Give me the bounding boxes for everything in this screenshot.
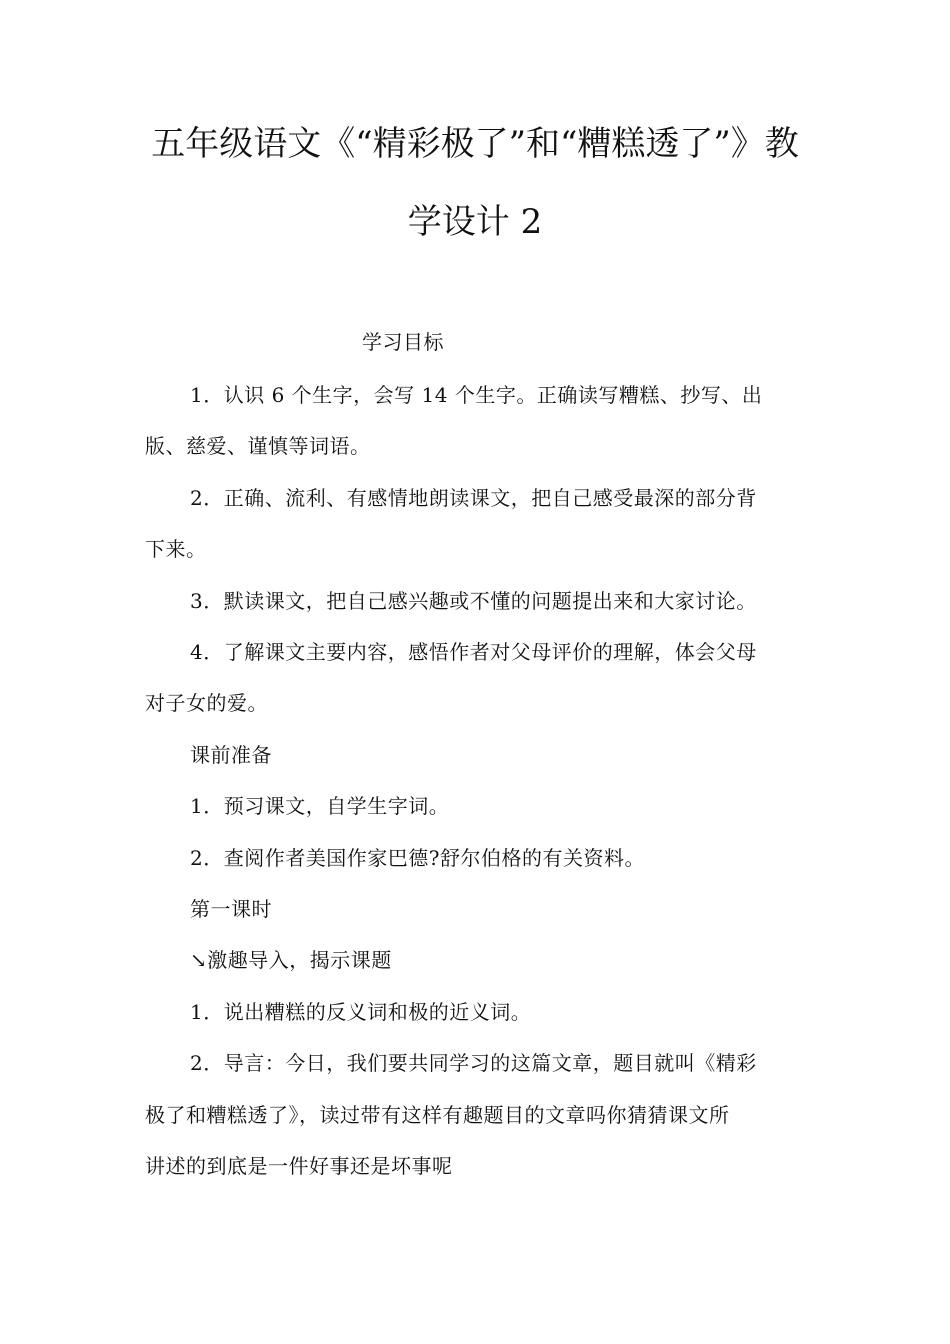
- prep-heading: 课前准备: [190, 743, 272, 767]
- goal-3-line-1: 3．默读课文，把自己感兴趣或不懂的问题提出来和大家讨论。: [190, 589, 757, 613]
- intro-item-1: 1．说出糟糕的反义词和极的近义词。: [190, 1000, 532, 1024]
- prep-item-2: 2．查阅作者美国作家巴德?舒尔伯格的有关资料。: [190, 846, 645, 870]
- prep-item-1: 1．预习课文，自学生字词。: [190, 794, 450, 818]
- goal-1-line-1: 1．认识 6 个生字，会写 14 个生字。正确读写糟糕、抄写、出: [190, 383, 763, 407]
- intro-item-2-line-2: 极了和糟糕透了》，读过带有这样有趣题目的文章吗你猜猜课文所: [145, 1103, 730, 1127]
- goal-4-line-2: 对子女的爱。: [145, 691, 268, 715]
- intro-item-2-line-1: 2．导言：今日，我们要共同学习的这篇文章，题目就叫《精彩: [190, 1051, 757, 1075]
- goal-4-line-1: 4．了解课文主要内容，感悟作者对父母评价的理解，体会父母: [190, 640, 757, 664]
- lesson-heading: 第一课时: [190, 897, 272, 921]
- intro-item-2-line-3: 讲述的到底是一件好事还是坏事呢: [145, 1154, 453, 1178]
- goal-2-line-2: 下来。: [145, 537, 207, 561]
- document-title-line-1: 五年级语文《“精彩极了”和“糟糕透了”》教: [151, 124, 799, 164]
- intro-heading: ↘激趣导入，揭示课题: [190, 948, 392, 972]
- goal-2-line-1: 2．正确、流利、有感情地朗读课文，把自己感受最深的部分背: [190, 486, 757, 510]
- goal-1-line-2: 版、慈爱、谨慎等词语。: [145, 434, 371, 458]
- goals-heading: 学习目标: [362, 330, 444, 354]
- document-title-line-2: 学设计 2: [407, 202, 543, 242]
